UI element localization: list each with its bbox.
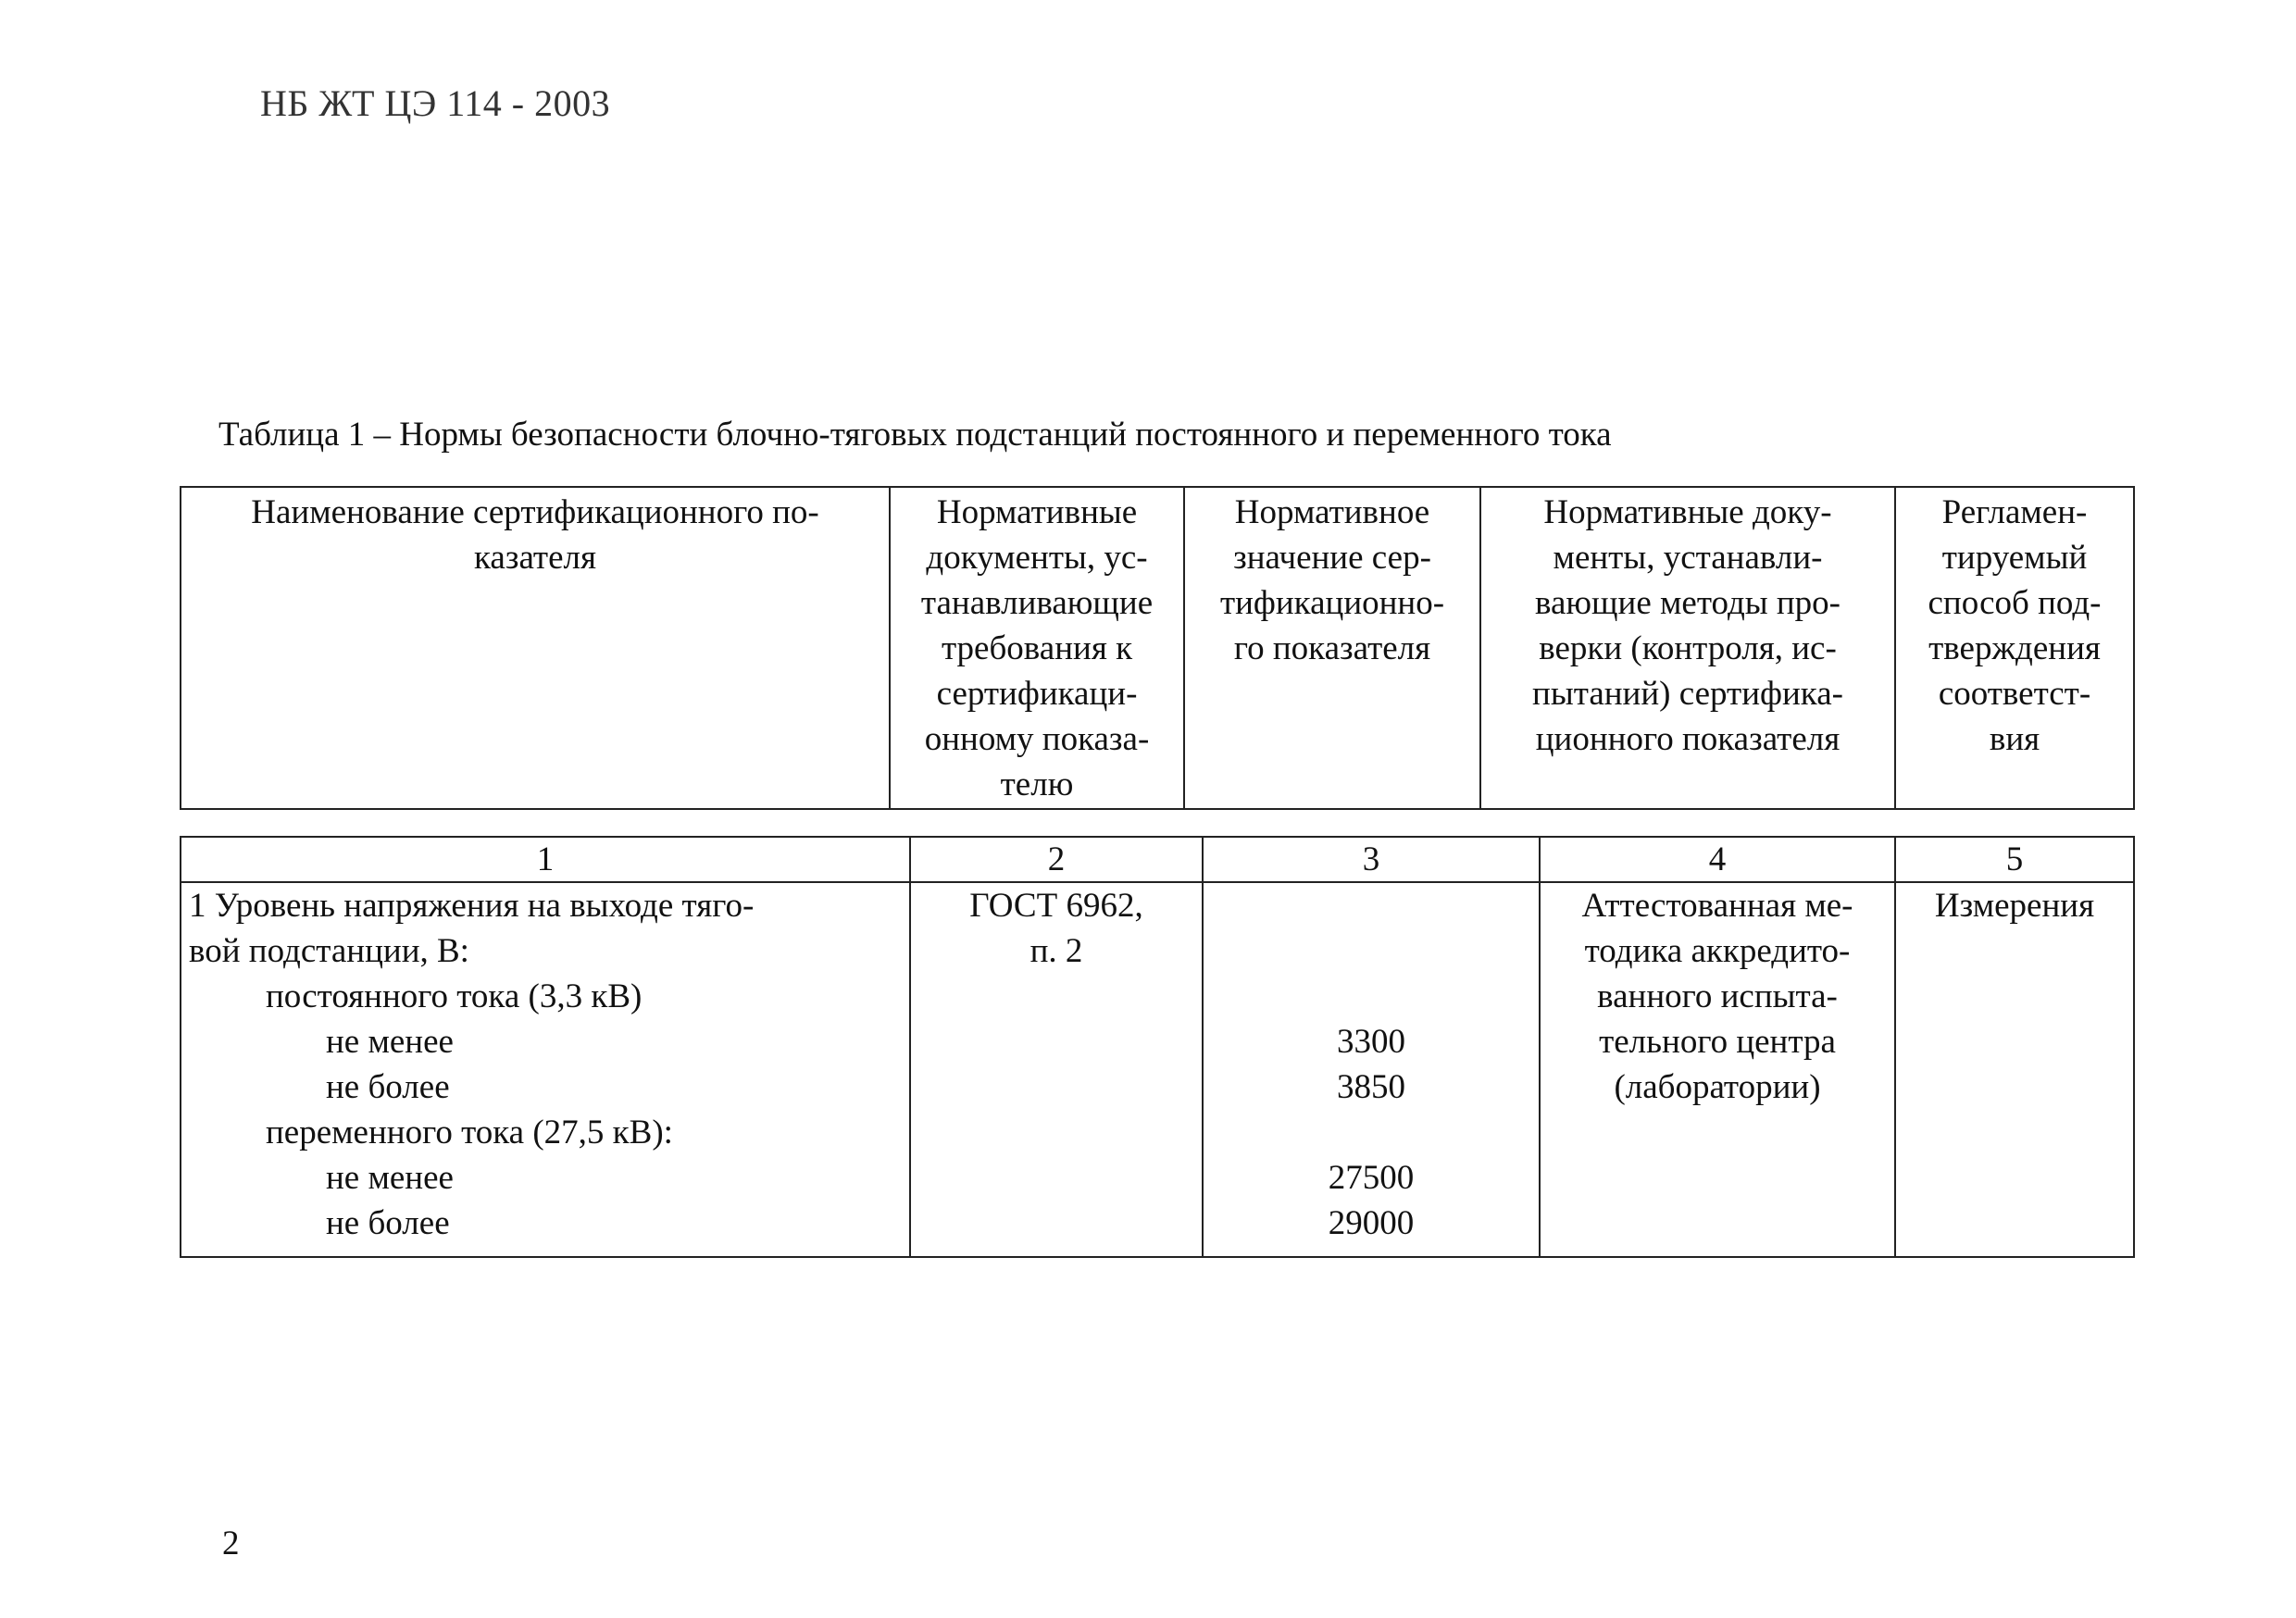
ac-max-value: 29000 [1328,1204,1415,1242]
document-code: НБ ЖТ ЦЭ 114 - 2003 [260,82,611,124]
column-number: 3 [1203,837,1540,882]
dc-min-value: 3300 [1337,1023,1405,1061]
page-number: 2 [222,1525,240,1562]
header-text: верки (контроля, ис- [1539,629,1837,667]
column-number-row [181,837,2134,882]
header-text: вия [1989,720,2040,758]
dc-min-label: не менее [326,1023,454,1061]
indicator-cell [181,882,910,1257]
column-number: 1 [181,837,910,882]
header-text: менты, устанавли- [1553,539,1823,577]
test-method-cell [1540,882,1895,1257]
header-text: онному показа- [924,720,1150,758]
indicator-title: 1 Уровень напряжения на выходе тяго- [189,887,755,925]
method-text: ванного испыта- [1597,977,1838,1015]
column-number: 5 [1895,837,2134,882]
column-number: 4 [1540,837,1895,882]
ac-label: переменного тока (27,5 кВ): [266,1114,673,1151]
header-cell-normative-documents [890,487,1184,809]
header-text: значение сер- [1233,539,1431,577]
header-text: вающие методы про- [1534,584,1841,622]
header-text: требования к [941,629,1133,667]
method-text: тельного центра [1599,1023,1836,1061]
header-text: пытаний) сертифика- [1532,675,1843,713]
header-text: Нормативное [1234,493,1430,531]
header-text: соответст- [1938,675,2091,713]
table-header [180,486,2135,810]
dc-label: постоянного тока (3,3 кВ) [266,977,643,1015]
ac-max-label: не более [326,1204,450,1242]
normative-value-cell [1203,882,1540,1257]
confirmation-text: Измерения [1934,887,2095,925]
header-text: сертификаци- [936,675,1138,713]
header-text: Нормативные доку- [1543,493,1832,531]
header-cell-normative-value [1184,487,1480,809]
ac-min-value: 27500 [1328,1159,1415,1197]
header-text: ционного показателя [1535,720,1841,758]
confirmation-method-cell [1895,882,2134,1257]
indicator-title: вой подстанции, В: [189,932,469,970]
header-text: способ под- [1928,584,2102,622]
normative-document-cell [910,882,1203,1257]
method-text: тодика аккредито- [1584,932,1851,970]
standard-reference: ГОСТ 6962, [969,887,1143,925]
header-text: документы, ус- [926,539,1148,577]
table-body [180,836,2135,1258]
header-text: тируемый [1941,539,2088,577]
table-row [181,882,2134,1257]
header-text: казателя [474,539,596,577]
header-text: тверждения [1928,629,2101,667]
header-text: телю [1000,765,1074,803]
header-text: танавливающие [920,584,1154,622]
table-caption: Таблица 1 – Нормы безопасности блочно-тяговых подстанций постоянного и переменного тока [218,416,1612,454]
header-text: го показателя [1233,629,1431,667]
column-number: 2 [910,837,1203,882]
method-text: (лаборатории) [1614,1068,1821,1106]
header-row [181,487,2134,809]
dc-max-label: не более [326,1068,450,1106]
header-text: Регламен- [1941,493,2088,531]
header-text: Нормативные [936,493,1138,531]
header-text: Наименование сертификационного по- [251,493,819,531]
method-text: Аттестованная ме- [1581,887,1853,925]
header-cell-test-methods [1480,487,1895,809]
ac-min-label: не менее [326,1159,454,1197]
header-text: тификационно- [1219,584,1445,622]
header-cell-indicator-name [181,487,890,809]
standard-clause: п. 2 [1029,932,1083,970]
header-cell-confirmation-method [1895,487,2134,809]
dc-max-value: 3850 [1337,1068,1405,1106]
